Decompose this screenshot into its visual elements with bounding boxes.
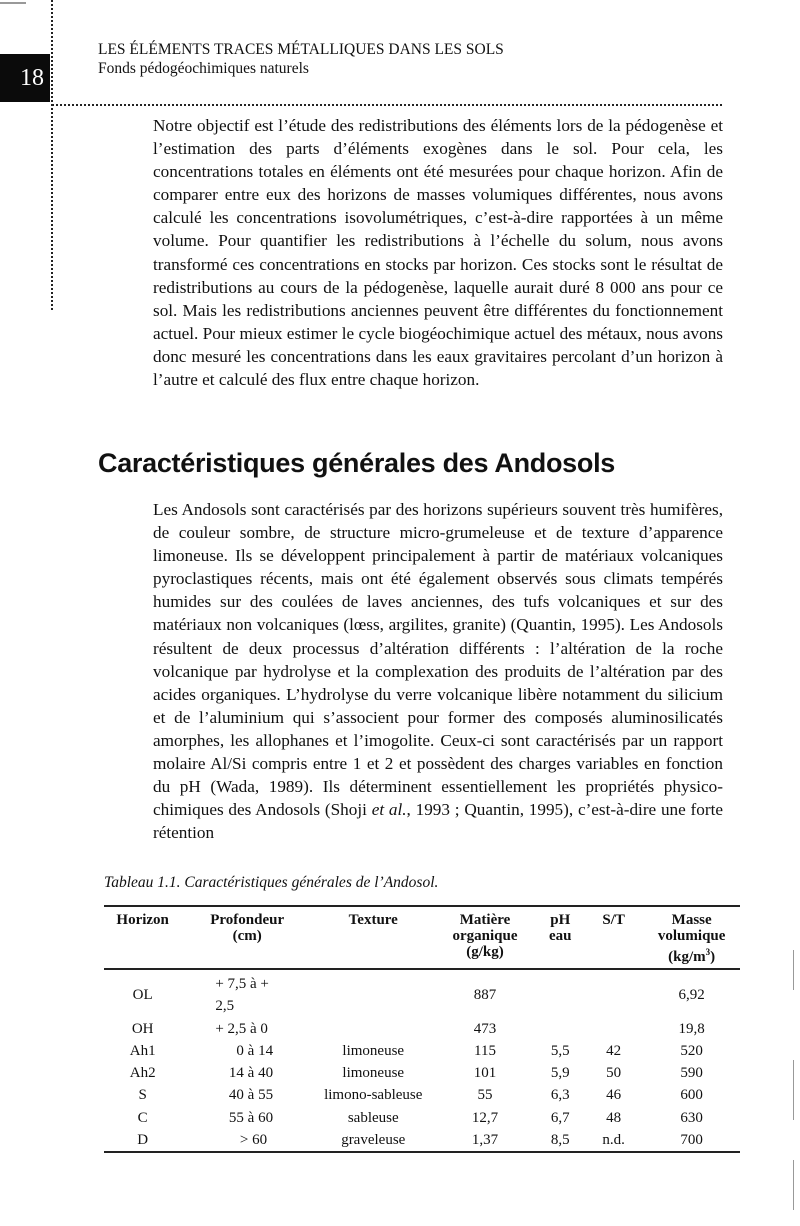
cell-matiere-organique: 12,7	[471, 1109, 499, 1126]
cell-horizon: C	[137, 1109, 148, 1126]
col-header-masse-volumique: Masse volumique $(kg/m^3)$	[657, 912, 726, 965]
cell-texture: limono-sableuse	[324, 1087, 423, 1104]
cell-horizon: OL	[132, 987, 153, 1004]
cell-horizon: OH	[131, 1020, 154, 1037]
col-header-st: S/T	[602, 912, 625, 928]
header-dotted-rule	[52, 104, 722, 106]
cell-masse-volumique: 700	[680, 1132, 703, 1149]
cell-texture: limoneuse	[342, 1042, 405, 1059]
cell-matiere-organique: 887	[473, 987, 497, 1004]
cell-matiere-organique: 55	[477, 1087, 493, 1104]
cell-masse-volumique: 600	[680, 1087, 703, 1104]
table-row	[104, 1018, 740, 1040]
cell-st: 50	[606, 1065, 622, 1082]
page-number-box	[0, 54, 50, 102]
section-title: Caractéristiques générales des Andosols	[98, 448, 616, 478]
col-header-texture: Texture	[348, 912, 398, 928]
cell-masse-volumique: 520	[680, 1042, 703, 1059]
body-paragraph-1: Notre objectif est l’étude des redistributions des éléments lors de la pédogenèse et l’estimation des parts d’éléments exogènes dans le sol. Pour cela, les concentrations totales en éléments ont été mesurées pour chaque horizon. Afin de comparer entre eux des horizons de masses volumiques différentes, nous avons calculé les concentrations isovolumétriques, c’est-à-dire rapportées à un même volume. Pour quantifier les redistributions à l’échelle du solum, nous avons transformé ces concentrations en stocks par horizon. Ces stocks sont le résultat de redistributions au cours de la pédogenèse, laquelle aurait duré 8 000 ans pour ce sol. Mais les redistributions anciennes peuvent être différentes du fonctionnement actuel. Pour mieux estimer le cycle biogéochimique actuel des métaux, nous avons donc mesuré les concentrations dans les eaux gravitaires percolant d’un horizon à l’autre et calculé des flux entre chaque horizon.	[153, 116, 723, 390]
cell-masse-volumique: 590	[680, 1065, 703, 1082]
table-row	[104, 969, 740, 1018]
cell-ph: 6,7	[550, 1109, 570, 1126]
citation-et-al: et al.	[371, 800, 407, 820]
running-head-subtitle: Fonds pédogéochimiques naturels	[98, 60, 309, 77]
cell-profondeur: 0 à 14	[236, 1042, 274, 1059]
running-head	[98, 40, 504, 78]
col-header-matiere-organique: Matière organique (g/kg)	[452, 912, 518, 960]
table-caption: Tableau 1.1. Caractéristiques générales de l’Andosol.	[104, 874, 439, 891]
cell-st	[584, 969, 643, 1018]
scan-edge-mark	[793, 950, 794, 990]
table-header-row	[104, 906, 740, 969]
scan-edge-mark	[793, 1160, 794, 1210]
cell-st: 48	[606, 1109, 622, 1126]
cell-st: 42	[606, 1042, 622, 1059]
cell-profondeur: 55 à 60	[228, 1109, 274, 1126]
table-row	[104, 1062, 740, 1084]
paragraph-2-text: Les Andosols sont caractérisés par des horizons supérieurs souvent très humifères, de couleur sombre, de structure micro-grumeleuse et de texture d’apparence limoneuse. Ils se développent principalement à partir de matériaux volcaniques pyroclastiques récents, mais ont été également observés sous climats tempérés humides sur des coulées de laves anciennes, des tufs volcaniques et sur des matériaux non volcaniques (lœss, argilites, granite) (Quantin, 1995). Les Andosols résultent de deux processus d’altération différents : l’altération de la roche volcanique par hydrolyse et la complexation des produits de l’altération par des acides organiques. L’hydrolyse du verre volcanique libère notamment du silicium et de l’aluminium qui s’associent pour former des composés aluminosilicatés amorphes, les allophanes et l’imogolite. Ceux-ci sont caractérisés par un rapport molaire Al/Si compris entre 1 et 2 et possèdent des charges variables en fonction du pH (Wada, 1989). Ils déterminent essentiellement les propriétés physico-chimiques des Andosols (Shoji	[153, 500, 723, 820]
cell-horizon: S	[138, 1087, 147, 1104]
cell-profondeur: 14 à 40	[228, 1065, 274, 1082]
cell-matiere-organique: 473	[473, 1020, 497, 1037]
cell-matiere-organique: 1,37	[471, 1132, 499, 1149]
cell-profondeur: 40 à 55	[228, 1087, 274, 1104]
cell-ph: 8,5	[550, 1132, 570, 1149]
table-row	[104, 1107, 740, 1129]
cell-ph: 5,9	[550, 1065, 570, 1082]
cell-texture: sableuse	[347, 1109, 399, 1126]
cell-texture	[313, 969, 433, 1018]
running-head-title: LES ÉLÉMENTS TRACES MÉTALLIQUES DANS LES SOLS	[98, 41, 504, 58]
cell-ph	[537, 1018, 584, 1040]
cell-profondeur: > 60	[239, 1132, 268, 1149]
cell-matiere-organique: 115	[474, 1042, 496, 1059]
table-row	[104, 1084, 740, 1106]
margin-dotted-rule-vertical	[51, 0, 53, 310]
page-number: 18	[20, 64, 44, 91]
cell-texture	[313, 1018, 433, 1040]
col-header-profondeur: Profondeur (cm)	[210, 912, 285, 944]
col-header-horizon: Horizon	[116, 912, 169, 928]
paragraph-2-text-end: , 1993 ; Quantin, 1995), c’est-à-dire une forte rétention	[153, 800, 724, 843]
cell-matiere-organique: 101	[473, 1065, 497, 1082]
cell-texture: limoneuse	[342, 1065, 405, 1082]
cell-horizon: D	[137, 1132, 149, 1149]
body-paragraph-2	[153, 498, 723, 844]
cell-st	[584, 1018, 643, 1040]
cell-ph: 5,5	[550, 1042, 570, 1059]
col-header-ph: pH eau	[549, 912, 572, 944]
cell-masse-volumique: 630	[680, 1109, 703, 1126]
cell-profondeur: + 7,5 à + 2,5	[215, 976, 269, 1015]
cell-st: 46	[606, 1087, 622, 1104]
table-row	[104, 1129, 740, 1152]
cell-masse-volumique: 6,92	[678, 987, 705, 1004]
andosol-table	[104, 905, 740, 1153]
cell-texture: graveleuse	[341, 1132, 406, 1149]
table-row	[104, 1040, 740, 1062]
cell-st: n.d.	[602, 1132, 625, 1149]
cell-profondeur: + 2,5 à 0	[215, 1020, 268, 1037]
cell-ph	[537, 969, 584, 1018]
scan-corner-mark	[0, 2, 26, 4]
cell-masse-volumique: 19,8	[678, 1020, 705, 1037]
scan-edge-mark	[793, 1060, 794, 1120]
cell-ph: 6,3	[550, 1087, 570, 1104]
cell-horizon: Ah1	[129, 1042, 156, 1059]
cell-horizon: Ah2	[129, 1065, 156, 1082]
